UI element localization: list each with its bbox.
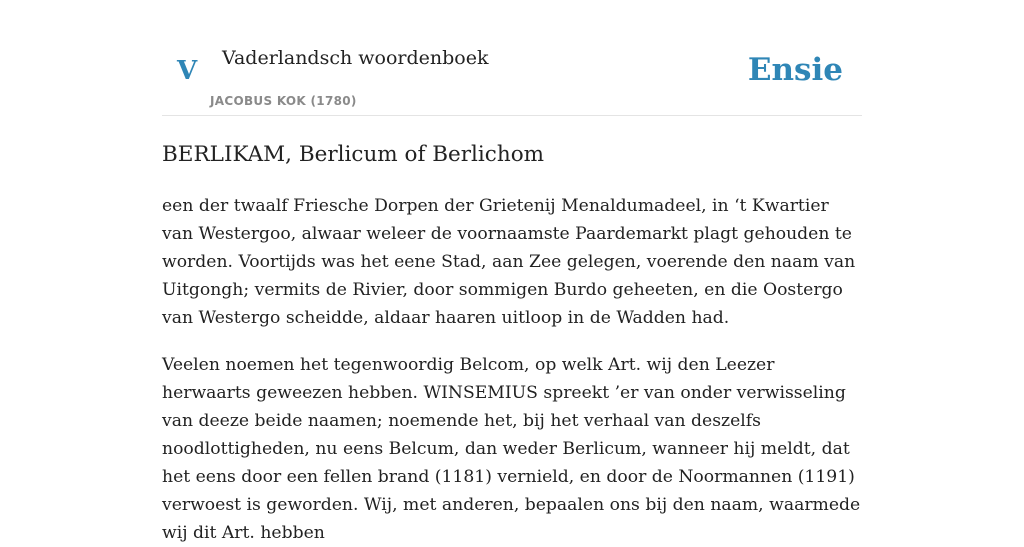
book-title-link[interactable]: Vaderlandsch woordenboek [222,47,489,69]
volume-letter[interactable]: V [177,56,198,86]
ensie-logo[interactable]: Ensie [747,52,843,88]
book-header [162,0,862,116]
entry-paragraph-1: een der twaalf Friesche Dorpen der Grietenij Menaldumadeel, in ‘t Kwartier van Westergoo, alwaar weleer de voornaamste Paardemarkt plagt gehouden te worden. Voortijds was het eene Stad, aan Zee gelegen, voerende den naam van Uitgongh; vermits de Rivier, door sommigen Burdo geheeten, en die Oostergo van Westergo scheidde, aldaar haaren uitloop in de Wadden had. [162,196,856,328]
book-author: JACOBUS KOK (1780) [210,94,357,108]
entry-title: BERLIKAM, Berlicum of Berlichom [162,142,545,167]
entry-content [162,138,862,547]
entry-paragraph-2: Veelen noemen het tegenwoordig Belcom, op welk Art. wij den Leezer herwaarts geweezen hebben. WINSEMIUS spreekt ’er van onder verwisseling van deeze beide naamen; noemende het, bij het verhaal van deszelfs noodlottigheden, nu eens Belcum, dan weder Berlicum, wanneer hij meldt, dat het eens door een fellen brand (1181) vernield, en door de Noormannen (1191) verwoest is geworden. Wij, met anderen, bepaalen ons bij den naam, waarmede wij dit Art. hebben [162,355,861,543]
